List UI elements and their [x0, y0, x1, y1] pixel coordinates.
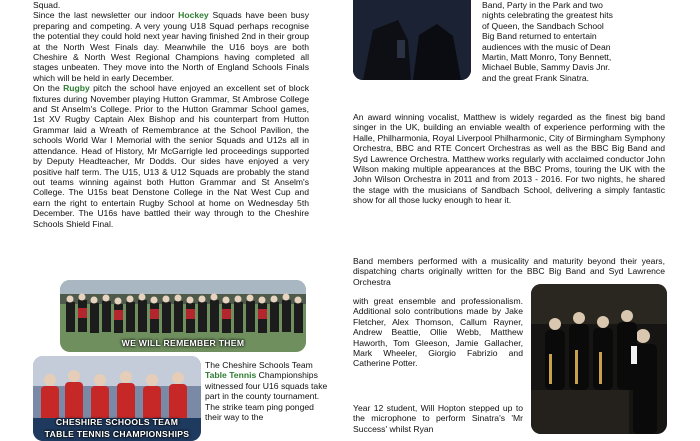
remembrance-photo — [60, 280, 306, 352]
band-paragraph-narrow: with great ensemble and professionalism. Additional solo contributions made by Jake Fletcher, Alex Thomson, Callum Rayner, Andrew Beattie, Ollie Webb, Matthew Haworth, Tom Gleeson, Jamie Gallacher, Mark Wheeler, Giorgio Fabrizio and Catherine Potter. — [353, 296, 523, 369]
hockey-heading: Hockey — [178, 10, 209, 21]
hockey-paragraph: Since the last newsletter our indoor Hockey Squads have been busy preparing and competing. A very young U18 Squad perhaps recognise the potential they could hold next year having finished 2nd in their group at the North West Finals day. Meanwhile the U16 boys are both Cheshire & North West Regional Champions having completed all stages unbeaten. They move into the North of England Schools Finals which will be held in early December. — [33, 10, 309, 83]
band-paragraph-wide: Band members performed with a musicality and maturity beyond their years, dispatching charts originally written for the BBC Big Band and Syd Lawrence Orchestra — [353, 256, 665, 287]
singer-photo — [353, 0, 471, 80]
year12-paragraph: Year 12 student, Will Hopton stepped up to the microphone to perform Sinatra's 'Mr Success' whilst Ryan — [353, 403, 523, 434]
squad-line: Squad. — [33, 0, 61, 10]
remembrance-caption: WE WILL REMEMBER THEM — [121, 338, 245, 348]
singer-photo-image — [353, 0, 471, 80]
table-tennis-photo — [33, 356, 201, 441]
band-photo-image — [531, 284, 667, 434]
table-tennis-paragraph: The Cheshire Schools Team Table Tennis Championships witnessed four U16 squads take part in the county tournament. The strike team ping ponged their way to the — [205, 360, 328, 423]
tt-caption-line-1: CHESHIRE SCHOOLS TEAM — [55, 417, 179, 427]
band-photo — [531, 284, 667, 434]
vocalist-paragraph: An award winning vocalist, Matthew is widely regarded as the finest big band singer in the UK, building an enviable wealth of experience performing with the Halle, Philharmonia, Royal Liverpool Philharmonic, City of Birmingham Symphony Orchestra, BBC and RTE Concert Orchestras as well as the BBC Big Band and Syd Lawrence Orchestra. Matthew works regularly with acclaimed conductor John Wilson making multiple appearances at the BBC Proms, touring the UK with the John Wilson Orchestra in 2011 and from 2013 - 2016. For two nights, he shared the stage with the musicians of Sandbach School, delivering a simply fantastic show for all those lucky enough to hear it. — [353, 112, 665, 206]
rugby-heading: Rugby — [63, 83, 90, 94]
rugby-paragraph: On the Rugby pitch the school have enjoyed an excellent set of block fixtures during November playing Hutton Grammar, St Ambrose College and St Anselm's College. Prior to the Hutton Grammar School games, 1st XV Rugby Captain Alex Bishop and his counterpart from Hutton Grammar laid a Wreath of Remembrance at the School Pavilion, the schools World War I Memorial with the senior Squads and U12s all in attendance. Head of History, Mr McGarrigle led proceedings supported by Deputy Headteacher, Mr Dodds. Our sides have enjoyed a very positive half term. The U15, U13 & U12 Squads are probably the stand out teams winning against both Hutton Grammar and St Anselm's College. The U15s beat Denstone College in the Nat West Cup and earn the right to entertain Rugby School at home on Wednesday 5th December. The U16s have battled their way through to the Cheshire Schools Shield Final. — [33, 83, 309, 229]
sports-column — [33, 0, 309, 229]
big-band-intro: Band, Party in the Park and two nights celebrating the greatest hits of Queen, the Sandbach School Big Band returned to entertain audiences with the music of Dean Martin, Matt Monro, Tony Bennett, Michael Buble, Sammy Davis Jnr. and the great Frank Sinatra. — [482, 0, 613, 83]
tt-caption-line-2: TABLE TENNIS CHAMPIONSHIPS — [44, 429, 190, 439]
table-tennis-heading: Table Tennis — [205, 370, 257, 381]
